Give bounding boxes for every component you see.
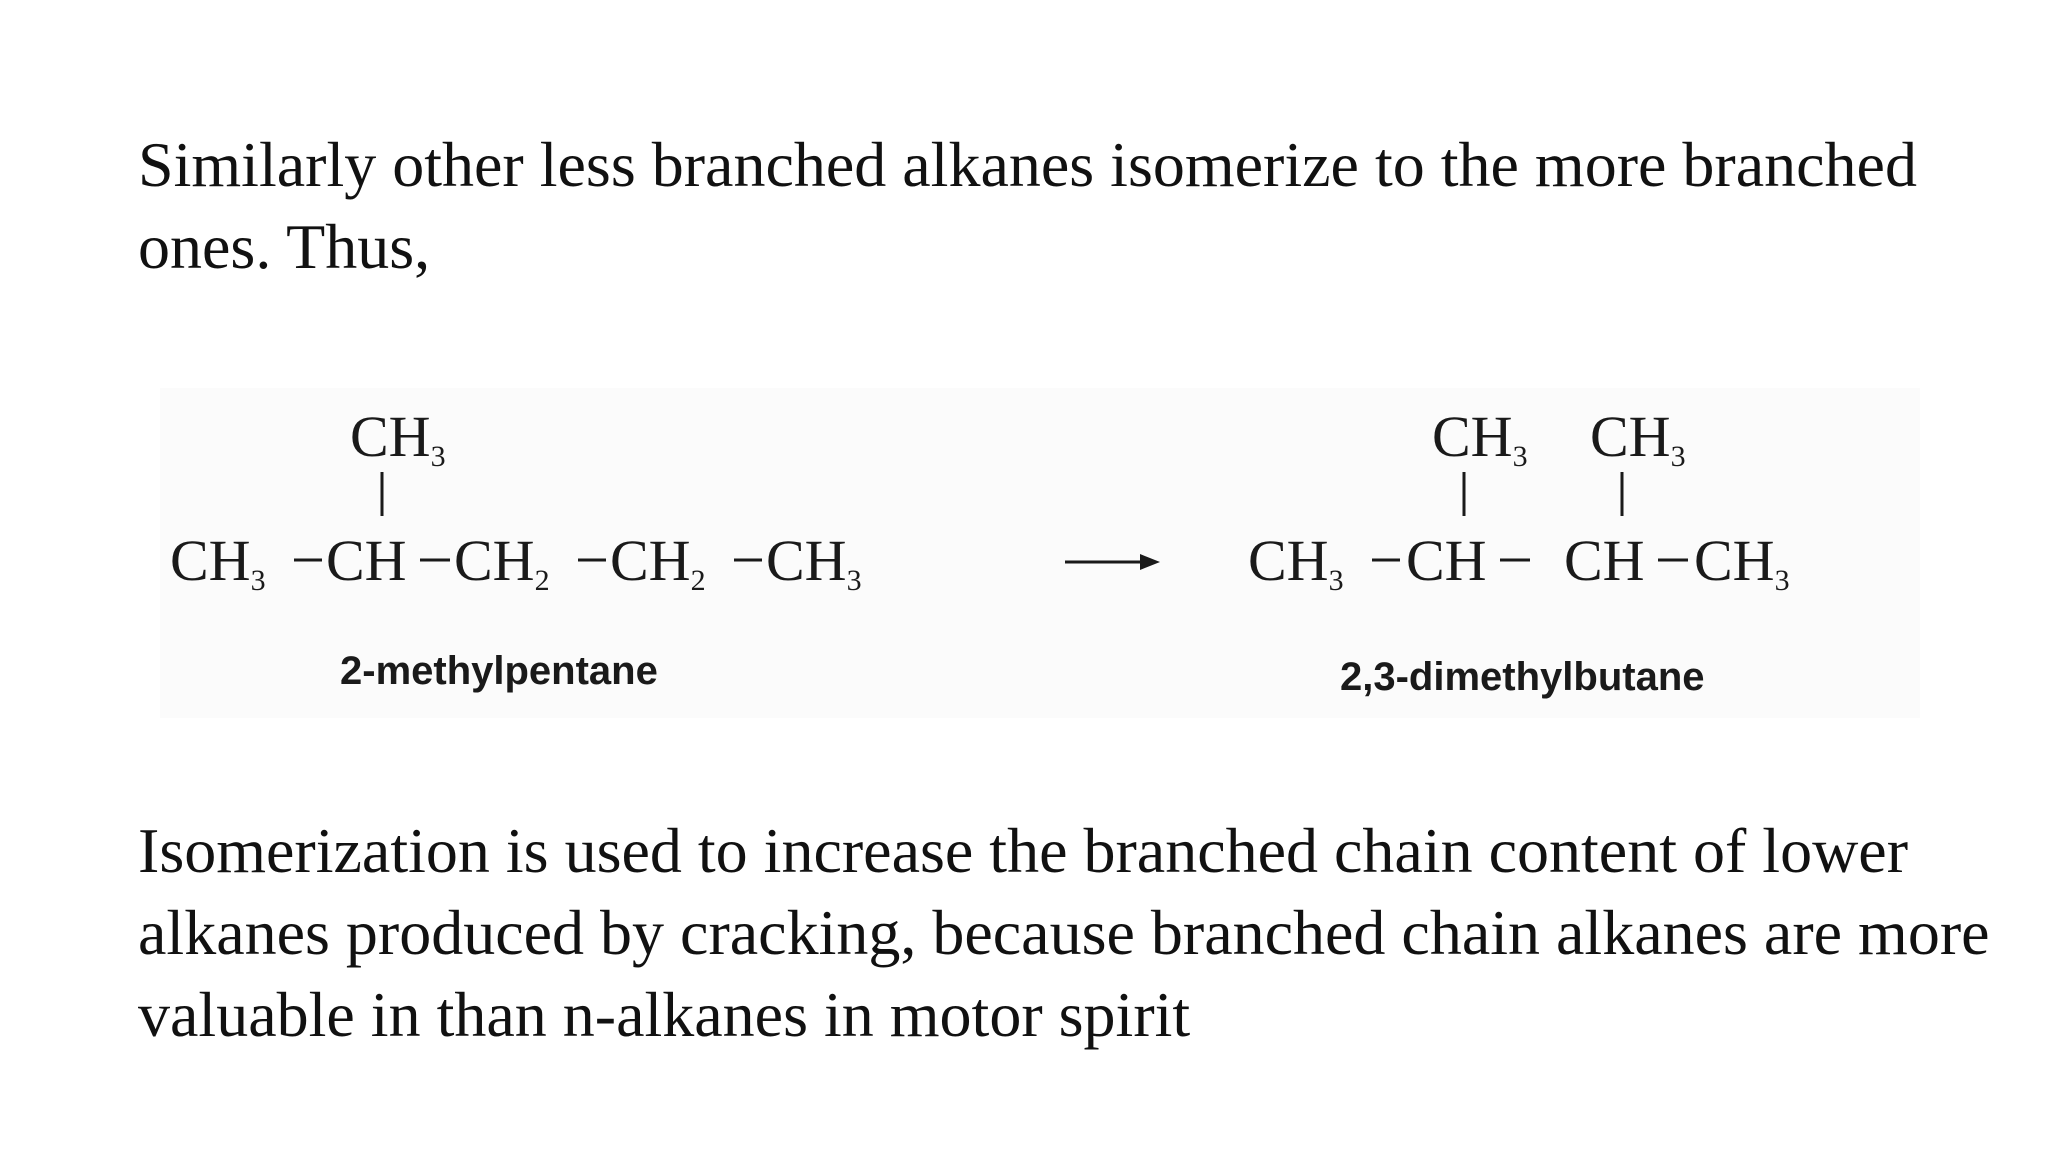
reactant-chain-group-1: CH3 <box>170 528 266 597</box>
reactant-chain-group-4: CH2 <box>610 528 706 597</box>
reaction-diagram <box>160 388 1920 718</box>
reactant-name: 2-methylpentane <box>340 649 658 693</box>
conclusion-paragraph: Isomerization is used to increase the branched chain content of lower alkanes produced by cracking, because branched chain alkanes are more valuable in than n-alkanes in motor spirit <box>138 815 1990 1050</box>
product-structure <box>1248 404 1790 699</box>
reactant-chain-group-3: CH2 <box>454 528 550 597</box>
product-name: 2,3-dimethylbutane <box>1340 655 1705 699</box>
product-chain-group-1: CH3 <box>1248 528 1344 597</box>
reactant-chain-group-2: CH <box>326 528 407 593</box>
reactant-chain-group-5: CH3 <box>766 528 862 597</box>
product-branch-group-1: CH3 <box>1432 404 1528 473</box>
product-chain-group-2: CH <box>1406 528 1487 593</box>
reactant-branch-group: CH3 <box>350 404 446 473</box>
product-branch-group-2: CH3 <box>1590 404 1686 473</box>
isomerization-reaction-figure <box>160 388 1920 718</box>
arrow-head <box>1140 554 1160 570</box>
reaction-arrow <box>1065 554 1160 570</box>
reactant-structure <box>170 404 862 693</box>
product-chain-group-3: CH <box>1564 528 1645 593</box>
product-chain-group-4: CH3 <box>1694 528 1790 597</box>
intro-paragraph: Similarly other less branched alkanes isomerize to the more branched ones. Thus, <box>138 129 1917 282</box>
